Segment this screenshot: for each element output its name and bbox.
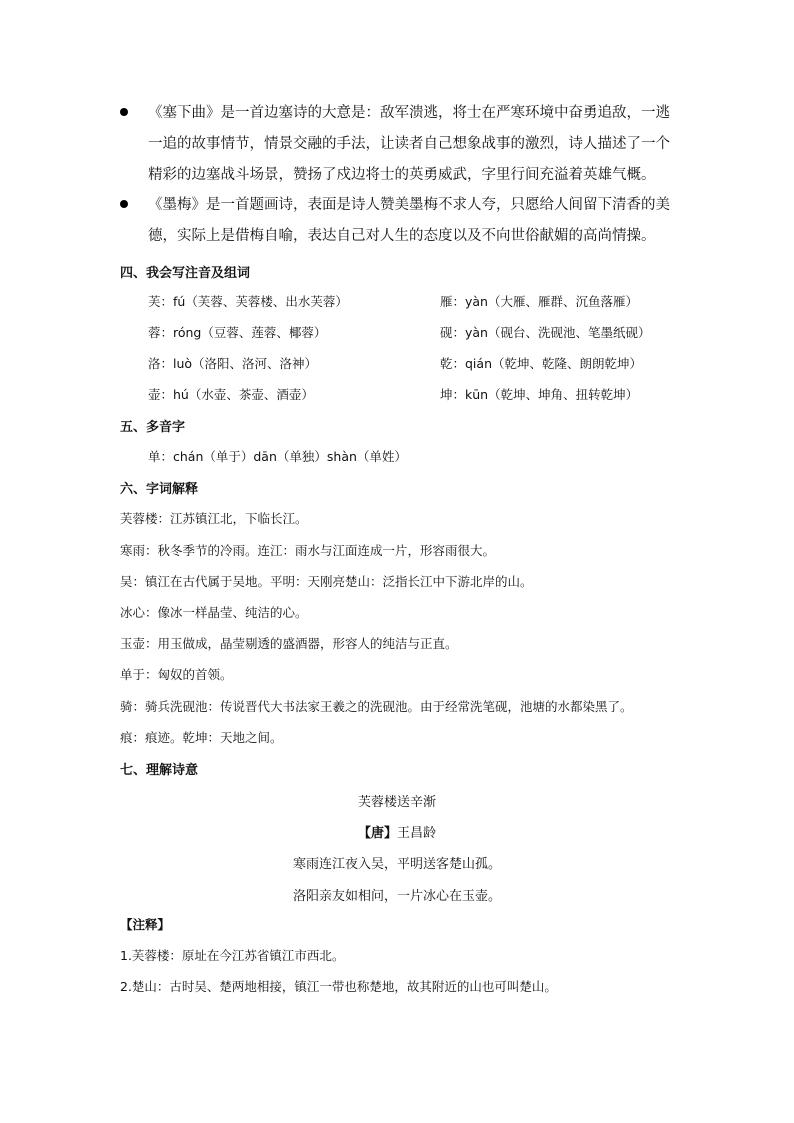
pinyin-entry: 雁：yàn（大雁、雁群、沉鱼落雁） [440, 294, 638, 309]
definition-line: 玉壶：用玉做成，晶莹剔透的盛酒器，形容人的纯洁与正直。 [120, 636, 458, 651]
pinyin-entry: 洛：luò（洛阳、洛河、洛神） [148, 356, 318, 371]
definition-line: 寒雨：秋冬季节的冷雨。连江：雨水与江面连成一片，形容雨很大。 [120, 543, 496, 558]
definition-line: 骑：骑兵洗砚池：传说晋代大书法家王羲之的洗砚池。由于经常洗笔砚，池塘的水都染黑了。 [120, 699, 633, 714]
section-heading: 七、理解诗意 [120, 763, 199, 778]
pinyin-entry: 壶：hú（水壶、茶壶、酒壶） [148, 387, 314, 402]
pinyin-entry: 砚：yàn（砚台、洗砚池、笔墨纸砚） [440, 325, 651, 340]
definition-line: 吴：镇江在古代属于吴地。平明：天刚亮楚山：泛指长江中下游北岸的山。 [120, 574, 533, 589]
pinyin-entry: 乾：qián（乾坤、乾隆、朗朗乾坤） [440, 356, 642, 371]
definition-line: 冰心：像冰一样晶莹、纯洁的心。 [120, 605, 308, 620]
notes-heading: 【注释】 [120, 917, 171, 932]
definition-line: 芙蓉楼：江苏镇江北，下临长江。 [120, 511, 308, 526]
paragraph-line: 一追的故事情节，情景交融的手法，让读者自己想象战事的激烈，诗人描述了一个 [148, 136, 670, 152]
note-line: 2.楚山：古时吴、楚两地相接，镇江一带也称楚地，故其附近的山也可叫楚山。 [120, 979, 557, 994]
section-heading: 五、多音字 [120, 420, 186, 435]
section-heading: 六、字词解释 [120, 482, 199, 497]
pinyin-entry: 蓉：róng（豆蓉、莲蓉、椰蓉） [148, 325, 327, 340]
poem-title: 芙蓉楼送辛渐 [357, 795, 436, 810]
polyphone-entry: 单：chán（单于）dān（单独）shàn（单姓） [148, 449, 407, 464]
definition-line: 痕：痕迹。乾坤：天地之间。 [120, 730, 283, 745]
poem-author: 王昌龄 [397, 826, 437, 841]
paragraph-line: 德，实际上是借梅自喻，表达自己对人生的态度以及不向世俗献媚的高尚情操。 [148, 228, 656, 244]
bullet-paragraph-1 [120, 98, 680, 191]
pinyin-entry: 芙：fú（芙蓉、芙蓉楼、出水芙蓉） [148, 294, 348, 309]
paragraph-line: 精彩的边塞战斗场景，赞扬了戍边将士的英勇威武，字里行间充溢着英雄气概。 [148, 167, 656, 183]
poem-author-line [0, 822, 794, 841]
pinyin-entry: 坤：kūn（乾坤、坤角、扭转乾坤） [440, 387, 639, 402]
poem-dynasty: 【唐】 [357, 826, 397, 841]
note-line: 1.芙蓉楼：原址在今江苏省镇江市西北。 [120, 948, 345, 963]
bullet-icon [120, 200, 128, 208]
section-heading: 四、我会写注音及组词 [120, 266, 251, 281]
poem-line: 寒雨连江夜入吴，平明送客楚山孤。 [292, 857, 501, 872]
poem-line: 洛阳亲友如相问，一片冰心在玉壶。 [292, 889, 501, 904]
bullet-icon [120, 108, 128, 116]
bullet-paragraph-2 [120, 190, 680, 252]
paragraph-line: 《塞下曲》是一首边塞诗的大意是：敌军溃逃，将士在严寒环境中奋勇追敌，一逃 [148, 105, 670, 121]
definition-line: 单于：匈奴的首领。 [120, 667, 233, 682]
paragraph-line: 《墨梅》是一首题画诗，表面是诗人赞美墨梅不求人夸，只愿给人间留下清香的美 [148, 197, 670, 213]
